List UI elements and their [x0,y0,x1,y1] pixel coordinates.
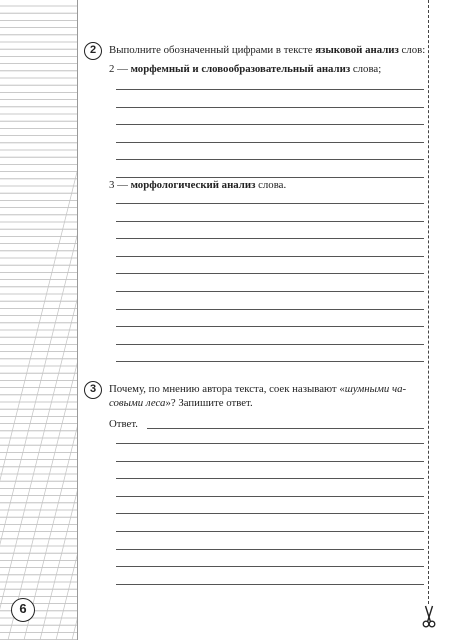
answer-line[interactable] [116,461,424,462]
answer-line[interactable] [116,107,424,108]
scissors-icon [422,604,436,628]
task2-instruction: Выполните обозначенный цифрами в тексте языковой анализ слов: [109,44,426,56]
answer-line[interactable] [116,238,424,239]
cut-line [428,0,429,604]
answer-line[interactable] [116,221,424,222]
answer-line[interactable] [116,142,424,143]
task2-subtask-morphological: 3 — морфологический анализ слова. [109,179,287,191]
answer-line[interactable] [116,478,424,479]
margin-slant [0,0,78,640]
margin-slant [8,0,78,640]
task3-answer-lines[interactable] [116,443,424,601]
task2-answer-lines-2[interactable] [116,203,424,379]
task2-subtask-morphemic: 2 — морфемный и словообразовательный анализ слова; [109,63,382,75]
answer-line[interactable] [116,513,424,514]
answer-line[interactable] [116,273,424,274]
margin-slant [0,0,78,640]
answer-first-line[interactable] [147,428,424,429]
answer-line[interactable] [116,309,424,310]
answer-line[interactable] [116,584,424,585]
answer-line[interactable] [116,124,424,125]
answer-label: Ответ. [109,418,138,430]
answer-line[interactable] [116,159,424,160]
answer-line[interactable] [116,291,424,292]
answer-line[interactable] [116,549,424,550]
answer-line[interactable] [116,326,424,327]
answer-line[interactable] [116,203,424,204]
page-number: 6 [11,598,35,622]
answer-line[interactable] [116,443,424,444]
answer-line[interactable] [116,566,424,567]
answer-line[interactable] [116,361,424,362]
task-number-3: 3 [84,381,102,399]
answer-line[interactable] [116,531,424,532]
answer-line[interactable] [116,256,424,257]
task3-question-line1: Почему, по мнению автора текста, соек называют «шумными ча- [109,383,407,395]
answer-line[interactable] [116,89,424,90]
task-number-2: 2 [84,42,102,60]
answer-line[interactable] [116,344,424,345]
task3-question-line2: совыми леса»? Запишите ответ. [109,397,253,409]
margin-slant [0,0,78,640]
margin-slant [56,0,78,640]
copybook-margin-strip [0,0,78,640]
answer-line[interactable] [116,496,424,497]
